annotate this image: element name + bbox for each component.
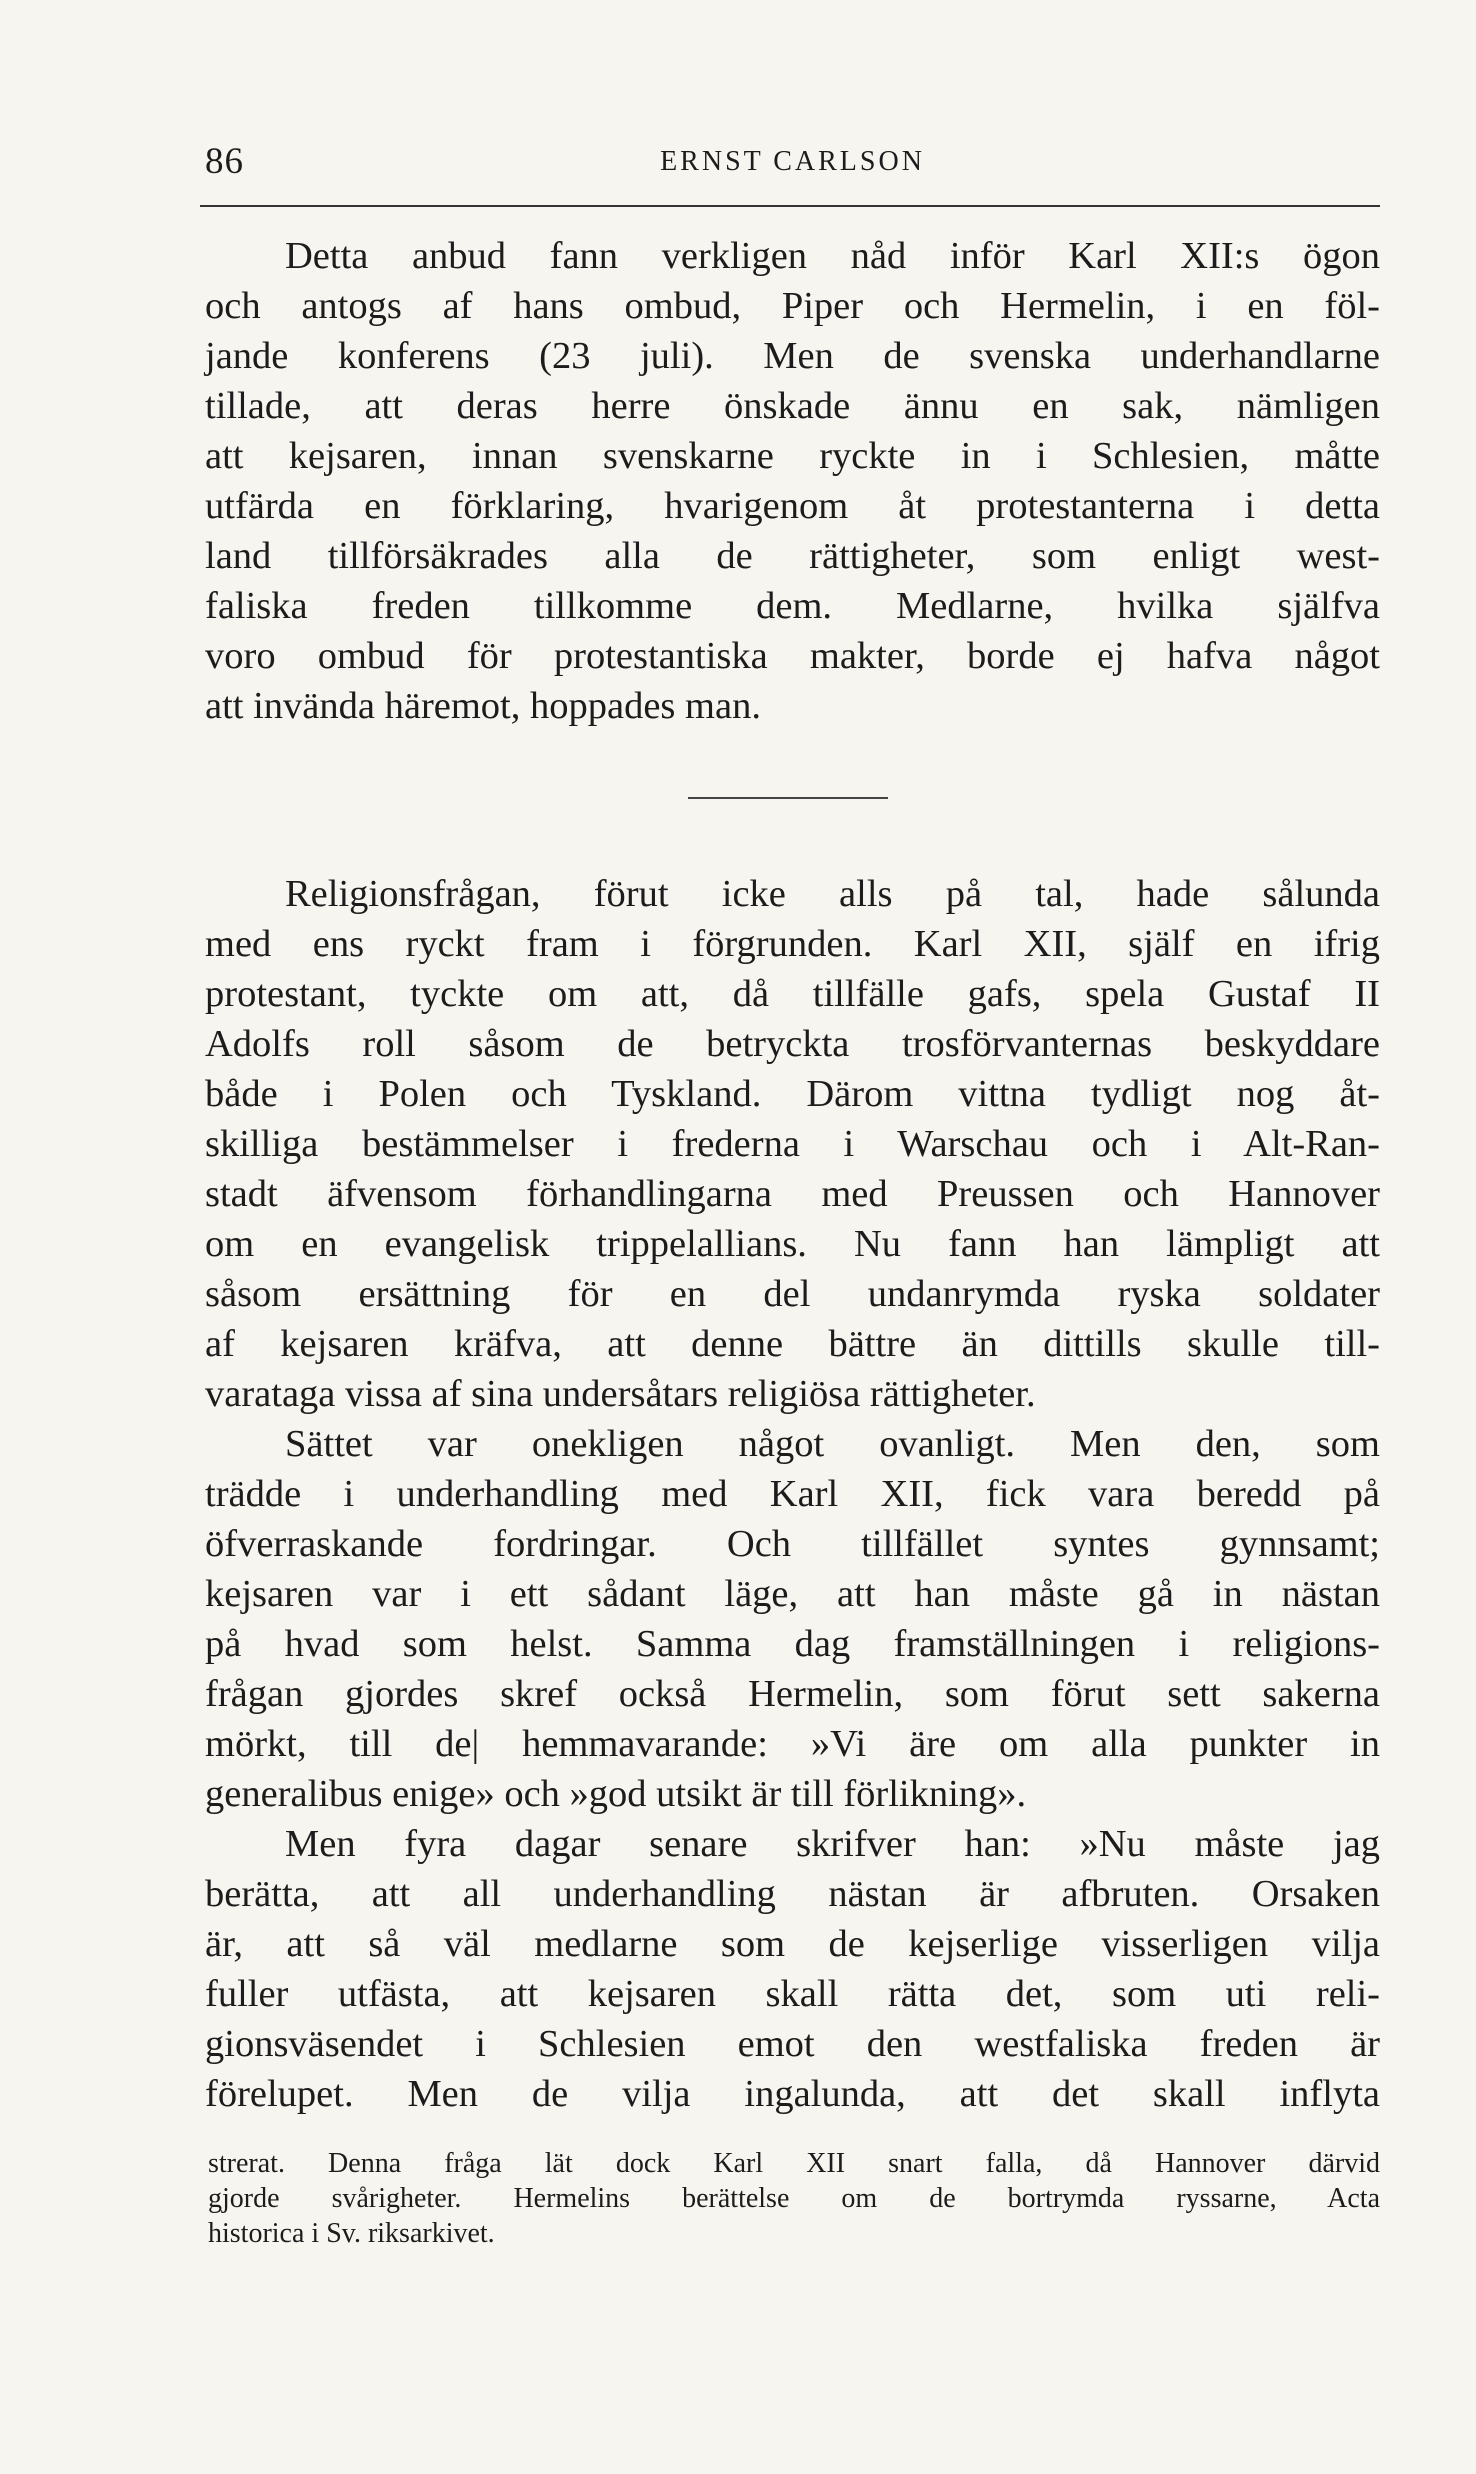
text-line: stadt äfvensom förhandlingarna med Preussen och Hannover xyxy=(205,1173,1380,1215)
text-line: mörkt, till de| hemmavarande: »Vi äre om alla punkter in xyxy=(205,1723,1380,1765)
section-divider xyxy=(688,797,888,799)
text-line: land tillförsäkrades alla de rättigheter, som enligt west- xyxy=(205,535,1380,577)
text-line: Sättet var onekligen något ovanligt. Men den, som xyxy=(285,1423,1380,1465)
text-line: af kejsaren kräfva, att denne bättre än dittills skulle till- xyxy=(205,1323,1380,1365)
text-line: protestant, tyckte om att, då tillfälle gafs, spela Gustaf II xyxy=(205,973,1380,1015)
page-number: 86 xyxy=(205,141,244,182)
text-line: att kejsaren, innan svenskarne ryckte in i Schlesien, måtte xyxy=(205,435,1380,477)
text-line: med ens ryckt fram i förgrunden. Karl XII, själf en ifrig xyxy=(205,923,1380,965)
text-line: Religionsfrågan, förut icke alls på tal, hade sålunda xyxy=(285,873,1380,915)
footnote-line: historica i Sv. riksarkivet. xyxy=(208,2218,495,2249)
text-line: såsom ersättning för en del undanrymda ryska soldater xyxy=(205,1273,1380,1315)
text-line: om en evangelisk trippelallians. Nu fann han lämpligt att xyxy=(205,1223,1380,1265)
text-line: och antogs af hans ombud, Piper och Hermelin, i en föl- xyxy=(205,285,1380,327)
footnote-line: gjorde svårigheter. Hermelins berättelse om de bortrymda ryssarne, Acta xyxy=(208,2183,1380,2214)
text-line: berätta, att all underhandling nästan är afbruten. Orsaken xyxy=(205,1873,1380,1915)
footnote-line: strerat. Denna fråga lät dock Karl XII snart falla, då Hannover därvid xyxy=(208,2148,1380,2179)
header-rule xyxy=(200,205,1380,207)
text-line: Adolfs roll såsom de betryckta trosförvanternas beskyddare xyxy=(205,1023,1380,1065)
text-line: tillade, att deras herre önskade ännu en sak, nämligen xyxy=(205,385,1380,427)
text-line: generalibus enige» och »god utsikt är till förlikning». xyxy=(205,1773,1027,1815)
text-line: utfärda en förklaring, hvarigenom åt protestanterna i detta xyxy=(205,485,1380,527)
text-line: frågan gjordes skref också Hermelin, som förut sett sakerna xyxy=(205,1673,1380,1715)
text-line: Detta anbud fann verkligen nåd inför Karl XII:s ögon xyxy=(285,235,1380,277)
text-line: Men fyra dagar senare skrifver han: »Nu måste jag xyxy=(285,1823,1380,1865)
text-line: faliska freden tillkomme dem. Medlarne, hvilka själfva xyxy=(205,585,1380,627)
text-line: kejsaren var i ett sådant läge, att han måste gå in nästan xyxy=(205,1573,1380,1615)
text-line: skilliga bestämmelser i frederna i Warschau och i Alt-Ran- xyxy=(205,1123,1380,1165)
text-line: varataga vissa af sina undersåtars religiösa rättigheter. xyxy=(205,1373,1036,1415)
text-line: fuller utfästa, att kejsaren skall rätta det, som uti reli- xyxy=(205,1973,1380,2015)
text-line: öfverraskande fordringar. Och tillfället syntes gynnsamt; xyxy=(205,1523,1380,1565)
text-line: voro ombud för protestantiska makter, borde ej hafva något xyxy=(205,635,1380,677)
page-header xyxy=(205,140,1380,190)
text-line: jande konferens (23 juli). Men de svenska underhandlarne xyxy=(205,335,1380,377)
text-line: att invända häremot, hoppades man. xyxy=(205,685,761,727)
text-line: på hvad som helst. Samma dag framställningen i religions- xyxy=(205,1623,1380,1665)
text-line: trädde i underhandling med Karl XII, fick vara beredd på xyxy=(205,1473,1380,1515)
text-line: är, att så väl medlarne som de kejserlige visserligen vilja xyxy=(205,1923,1380,1965)
text-line: gionsväsendet i Schlesien emot den westfaliska freden är xyxy=(205,2023,1380,2065)
text-line: förelupet. Men de vilja ingalunda, att det skall inflyta xyxy=(205,2073,1380,2115)
text-line: både i Polen och Tyskland. Därom vittna tydligt nog åt- xyxy=(205,1073,1380,1115)
running-head: ERNST CARLSON xyxy=(660,146,925,177)
